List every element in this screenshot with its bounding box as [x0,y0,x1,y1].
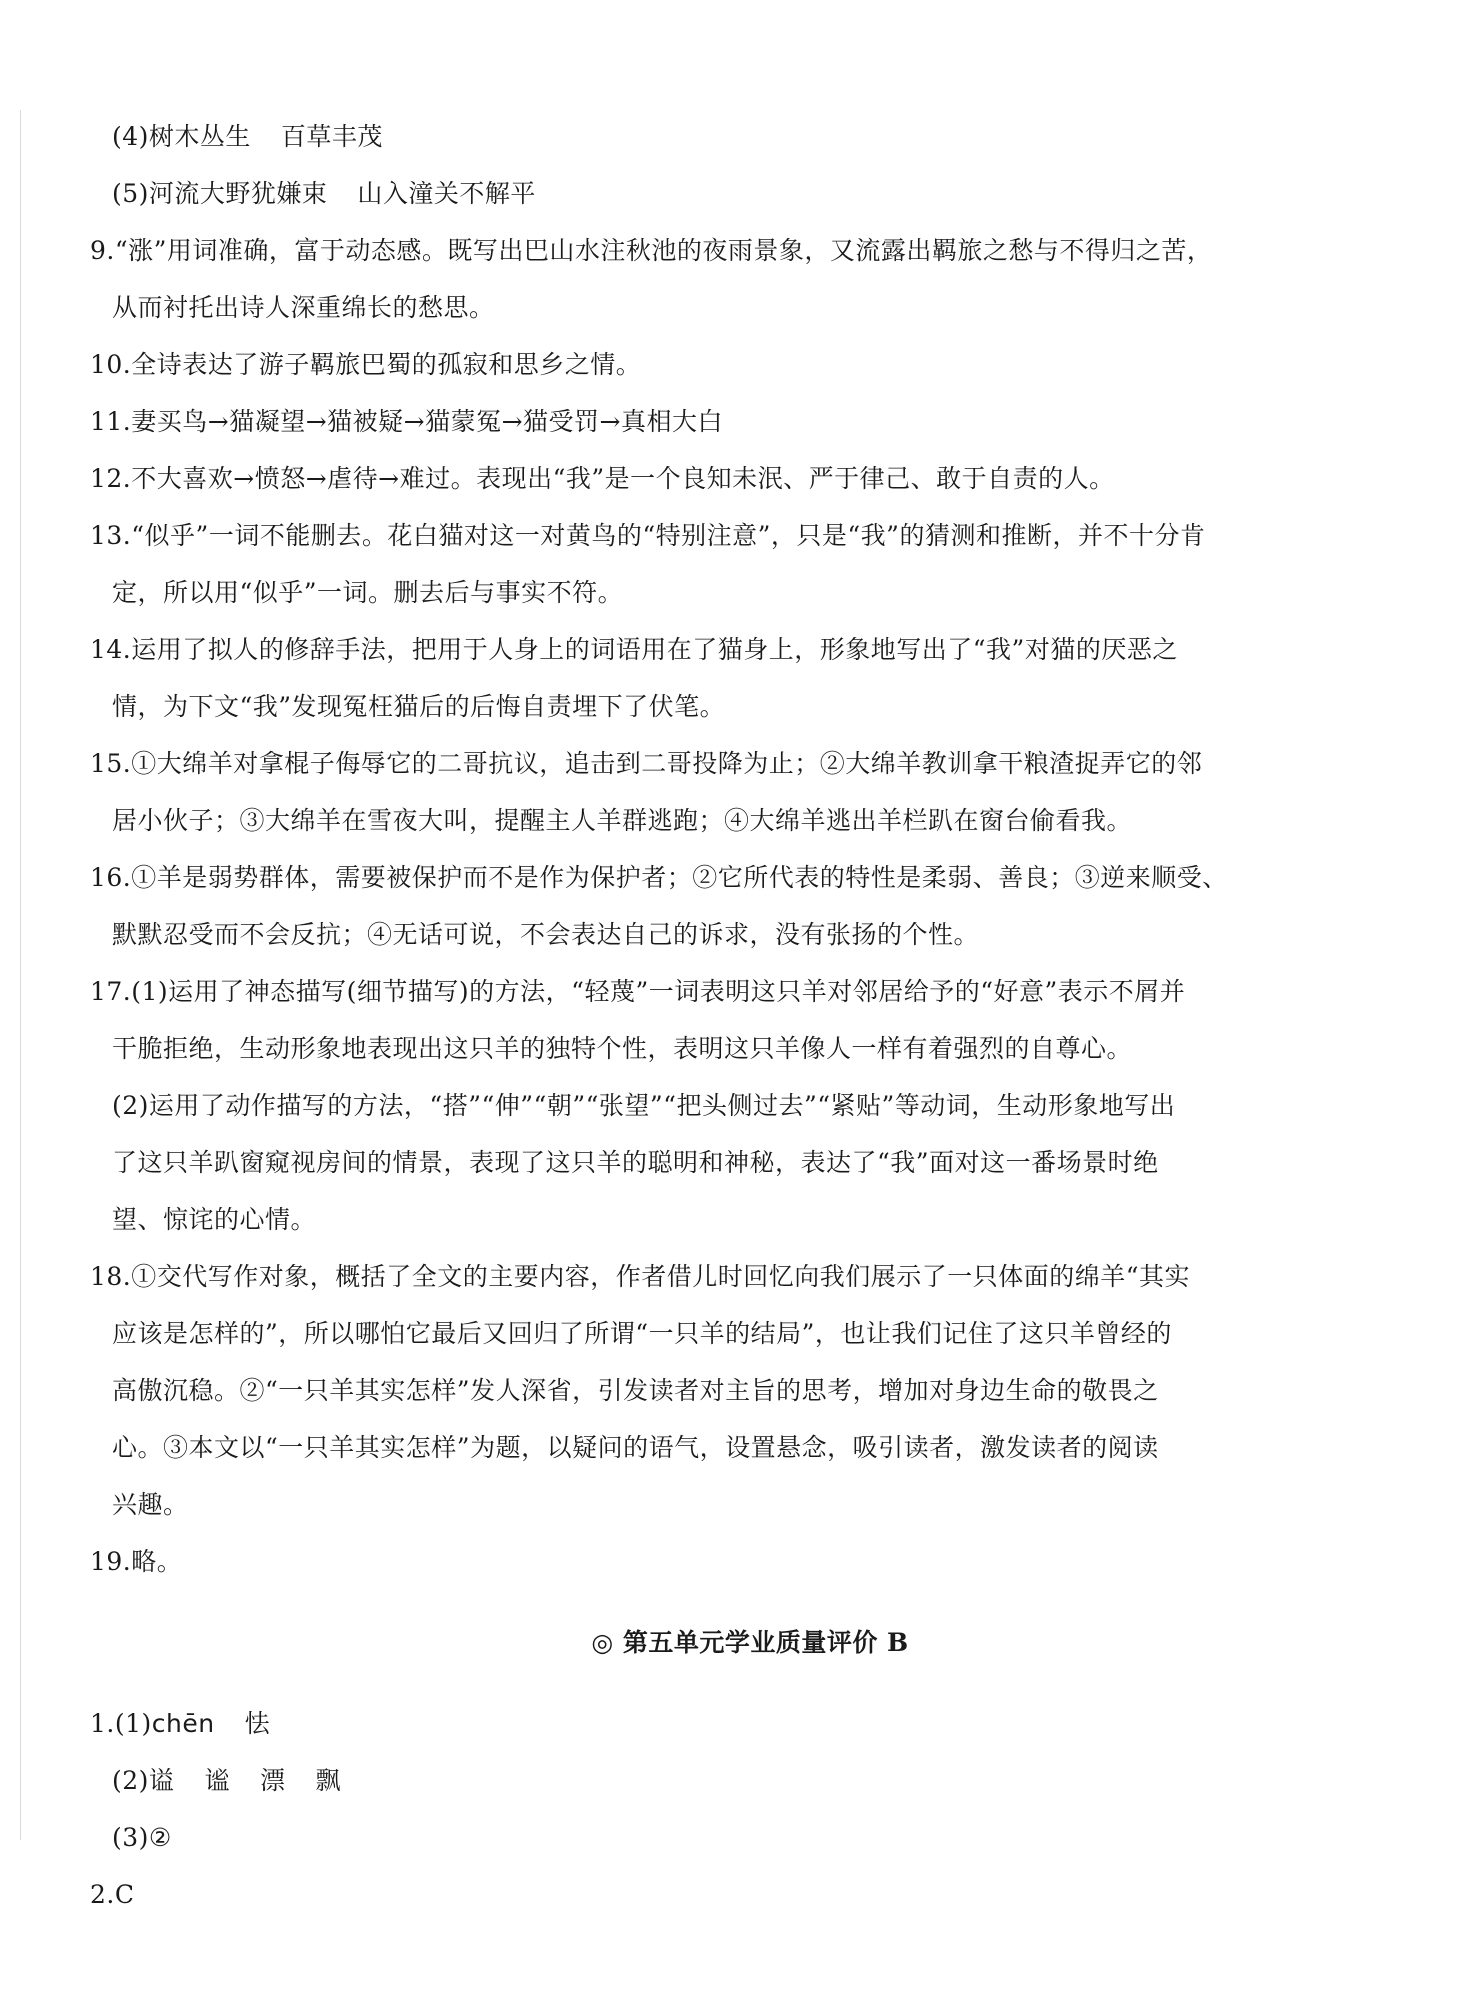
answer-b-1-1-char: 怯 [244,1709,271,1738]
answer-17-2-line-1: (2)运用了动作描写的方法，“搭”“伸”“朝”“张望”“把头侧过去”“紧贴”等动词，生动形象地写出 [112,1091,1176,1120]
answer-18-line-1: 18.①交代写作对象，概括了全文的主要内容，作者借儿时回忆向我们展示了一只体面的绵羊“其实 [90,1262,1191,1291]
answer-18-line-4: 心。③本文以“一只羊其实怎样”为题，以疑问的语气，设置悬念，吸引读者，激发读者的阅读 [112,1433,1159,1462]
answer-b-1-2-item: 漂 [259,1766,286,1795]
answer-11: 11.妻买鸟→猫凝望→猫被疑→猫蒙冤→猫受罚→真相大白 [90,407,723,436]
answer-15-line-1: 15.①大绵羊对拿棍子侮辱它的二哥抗议，追击到二哥投降为止；②大绵羊教训拿干粮渣捉弄它的邻 [90,749,1203,778]
answer-12: 12.不大喜欢→愤怒→虐待→难过。表现出“我”是一个良知未泯、严于律己、敢于自责的人。 [90,464,1115,493]
answer-b-1-2-prefix: (2) [112,1766,149,1795]
answer-b-1-1 [90,1695,1270,1752]
section-heading: ◎ 第五单元学业质量评价 B [591,1628,909,1657]
answer-13-line-2: 定，所以用“似乎”一词。删去后与事实不符。 [112,578,624,607]
answer-8-4-part-a: (4)树木丛生 [112,122,251,151]
answer-b-1-2-item: 谥 [148,1766,175,1795]
answer-17-2-line-2: 了这只羊趴窗窥视房间的情景，表现了这只羊的聪明和神秘，表达了“我”面对这一番场景时绝 [112,1148,1159,1177]
answer-b-1-1-pinyin: chēn [151,1709,215,1738]
answer-14-line-1: 14.运用了拟人的修辞手法，把用于人身上的词语用在了猫身上，形象地写出了“我”对猫的厌恶之 [90,635,1178,664]
answer-16-line-2: 默默忍受而不会反抗；④无话可说，不会表达自己的诉求，没有张扬的个性。 [112,920,980,949]
answer-19: 19.略。 [90,1547,183,1576]
answer-17-1-line-1: 17.(1)运用了神态描写(细节描写)的方法，“轻蔑”一词表明这只羊对邻居给予的“好意”表示不屑并 [90,977,1186,1006]
answer-18-line-3: 高傲沉稳。②“一只羊其实怎样”发人深省，引发读者对主旨的思考，增加对身边生命的敬畏之 [112,1376,1159,1405]
answer-b-1-1-prefix: 1.(1) [90,1709,152,1738]
answer-8-5 [90,165,1270,222]
answer-b-2: 2.C [90,1880,135,1909]
answer-b-1-2-item: 飘 [315,1766,341,1795]
answer-15-line-2: 居小伙子；③大绵羊在雪夜大叫，提醒主人羊群逃跑；④大绵羊逃出羊栏趴在窗台偷看我。 [112,806,1133,835]
margin-rule [20,110,21,1840]
answer-17-2-line-3: 望、惊诧的心情。 [112,1205,317,1234]
answer-13-line-1: 13.“似乎”一词不能删去。花白猫对这一对黄鸟的“特别注意”，只是“我”的猜测和推断，并不十分肯 [90,521,1206,550]
answer-10: 10.全诗表达了游子羁旅巴蜀的孤寂和思乡之情。 [90,350,642,379]
answer-8-5-part-b: 山入潼关不解平 [357,179,536,208]
answer-9-line-2: 从而衬托出诗人深重绵长的愁思。 [112,293,495,322]
answer-b-1-2 [90,1752,1270,1809]
answer-17-1-line-2: 干脆拒绝，生动形象地表现出这只羊的独特个性，表明这只羊像人一样有着强烈的自尊心。 [112,1034,1133,1063]
answer-b-1-3: (3)② [112,1823,172,1852]
answer-8-5-part-a: (5)河流大野犹嫌束 [112,179,328,208]
answer-14-line-2: 情，为下文“我”发现冤枉猫后的后悔自责埋下了伏笔。 [112,692,726,721]
answer-9-line-1: 9.“涨”用词准确，富于动态感。既写出巴山水注秋池的夜雨景象，又流露出羁旅之愁与不得归之苦， [90,236,1213,265]
answer-8-4-part-b: 百草丰茂 [280,122,383,151]
answer-8-4 [90,108,1270,165]
answer-16-line-1: 16.①羊是弱势群体，需要被保护而不是作为保护者；②它所代表的特性是柔弱、善良；③逆来顺受、 [90,863,1228,892]
answer-b-1-2-item: 谧 [204,1766,230,1795]
answer-18-line-5: 兴趣。 [112,1490,189,1519]
answer-18-line-2: 应该是怎样的”，所以哪怕它最后又回归了所谓“一只羊的结局”，也让我们记住了这只羊曾经的 [112,1319,1172,1348]
answer-document [90,108,1270,1923]
